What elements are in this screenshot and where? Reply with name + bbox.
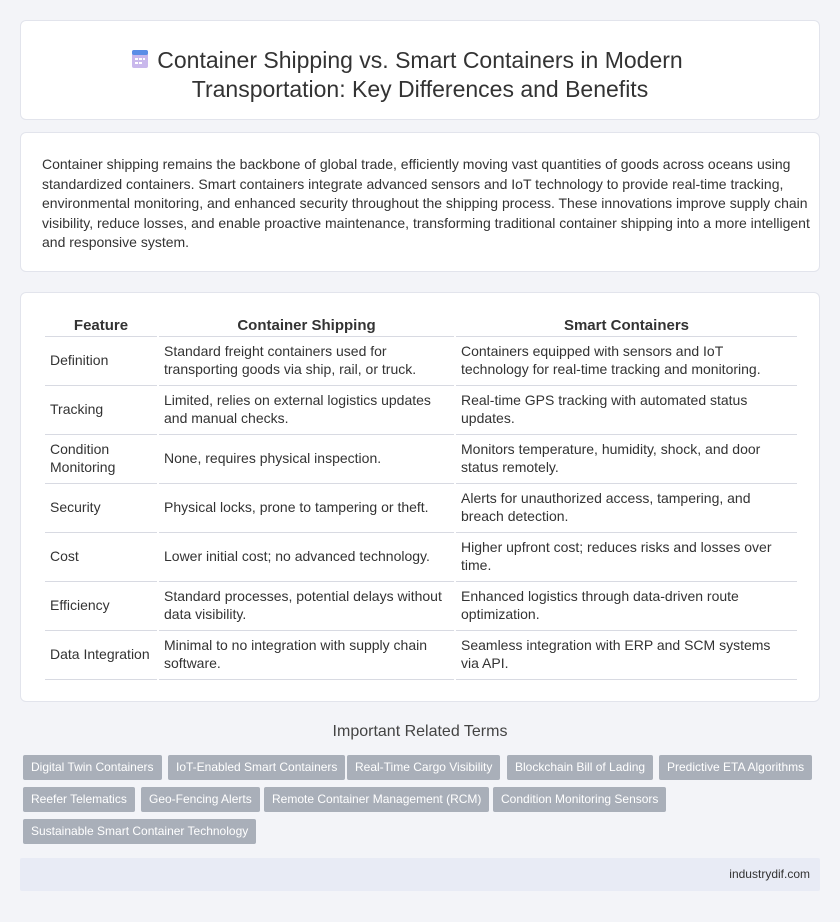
intro-card (20, 132, 820, 272)
smart-containers-cell: Real-time GPS tracking with automated status updates. (456, 386, 797, 435)
container-shipping-cell: Minimal to no integration with supply chain software. (159, 631, 454, 680)
comparison-card (20, 292, 820, 702)
related-term-tag[interactable]: Real-Time Cargo Visibility (347, 755, 500, 780)
table-row (45, 533, 797, 582)
smart-containers-cell: Monitors temperature, humidity, shock, and door status remotely. (456, 435, 797, 484)
table-row (45, 582, 797, 631)
feature-cell: Cost (45, 533, 157, 582)
feature-cell: Definition (45, 337, 157, 386)
related-term-tag[interactable]: Geo-Fencing Alerts (141, 787, 260, 812)
container-shipping-cell: None, requires physical inspection. (159, 435, 454, 484)
title-line-1: Container Shipping vs. Smart Containers in Modern (157, 47, 683, 73)
table-row (45, 631, 797, 680)
table-row (45, 337, 797, 386)
smart-containers-cell: Seamless integration with ERP and SCM systems via API. (456, 631, 797, 680)
header-smart-containers: Smart Containers (456, 315, 797, 337)
related-term-tag[interactable]: Condition Monitoring Sensors (493, 787, 666, 812)
header-container-shipping: Container Shipping (159, 315, 454, 337)
related-term-tag[interactable]: Blockchain Bill of Lading (507, 755, 653, 780)
feature-cell: Data Integration (45, 631, 157, 680)
feature-cell: Condition Monitoring (45, 435, 157, 484)
feature-cell: Security (45, 484, 157, 533)
intro-paragraph: Container shipping remains the backbone of global trade, efficiently moving vast quantities of goods across oceans using standardized containers. Smart containers integrate advanced sensors and IoT technology to provide real-time tracking, environmental monitoring, and enhanced security throughout the shipping process. These innovations improve supply chain visibility, reduce losses, and enable proactive maintenance, transforming traditional container shipping into a more intelligent and responsive system. (42, 156, 810, 251)
page-title (21, 46, 819, 104)
header-feature: Feature (45, 315, 157, 337)
container-shipping-cell: Lower initial cost; no advanced technology. (159, 533, 454, 582)
title-line-2: Transportation: Key Differences and Benefits (191, 76, 649, 102)
related-terms-title: Important Related Terms (332, 723, 508, 740)
smart-containers-cell: Higher upfront cost; reduces risks and losses over time. (456, 533, 797, 582)
container-shipping-cell: Standard freight containers used for transporting goods via ship, rail, or truck. (159, 337, 454, 386)
smart-containers-cell: Alerts for unauthorized access, tampering, and breach detection. (456, 484, 797, 533)
table-row (45, 386, 797, 435)
container-shipping-cell: Physical locks, prone to tampering or theft. (159, 484, 454, 533)
related-term-tag[interactable]: Sustainable Smart Container Technology (23, 819, 256, 844)
related-term-tag[interactable]: Reefer Telematics (23, 787, 135, 812)
related-term-tag[interactable]: Remote Container Management (RCM) (264, 787, 489, 812)
table-row (45, 484, 797, 533)
smart-containers-cell: Enhanced logistics through data-driven route optimization. (456, 582, 797, 631)
related-term-tag[interactable]: Predictive ETA Algorithms (659, 755, 812, 780)
table-header-row (45, 315, 797, 337)
footer (20, 858, 820, 891)
container-shipping-cell: Standard processes, potential delays without data visibility. (159, 582, 454, 631)
footer-site-link[interactable]: industrydif.com (729, 867, 810, 881)
comparison-table (43, 315, 799, 680)
smart-containers-cell: Containers equipped with sensors and IoT technology for real-time tracking and monitoring. (456, 337, 797, 386)
feature-cell: Efficiency (45, 582, 157, 631)
title-card (20, 20, 820, 120)
related-term-tag[interactable]: Digital Twin Containers (23, 755, 162, 780)
related-term-tag[interactable]: IoT-Enabled Smart Containers (168, 755, 345, 780)
feature-cell: Tracking (45, 386, 157, 435)
table-row (45, 435, 797, 484)
container-shipping-cell: Limited, relies on external logistics updates and manual checks. (159, 386, 454, 435)
